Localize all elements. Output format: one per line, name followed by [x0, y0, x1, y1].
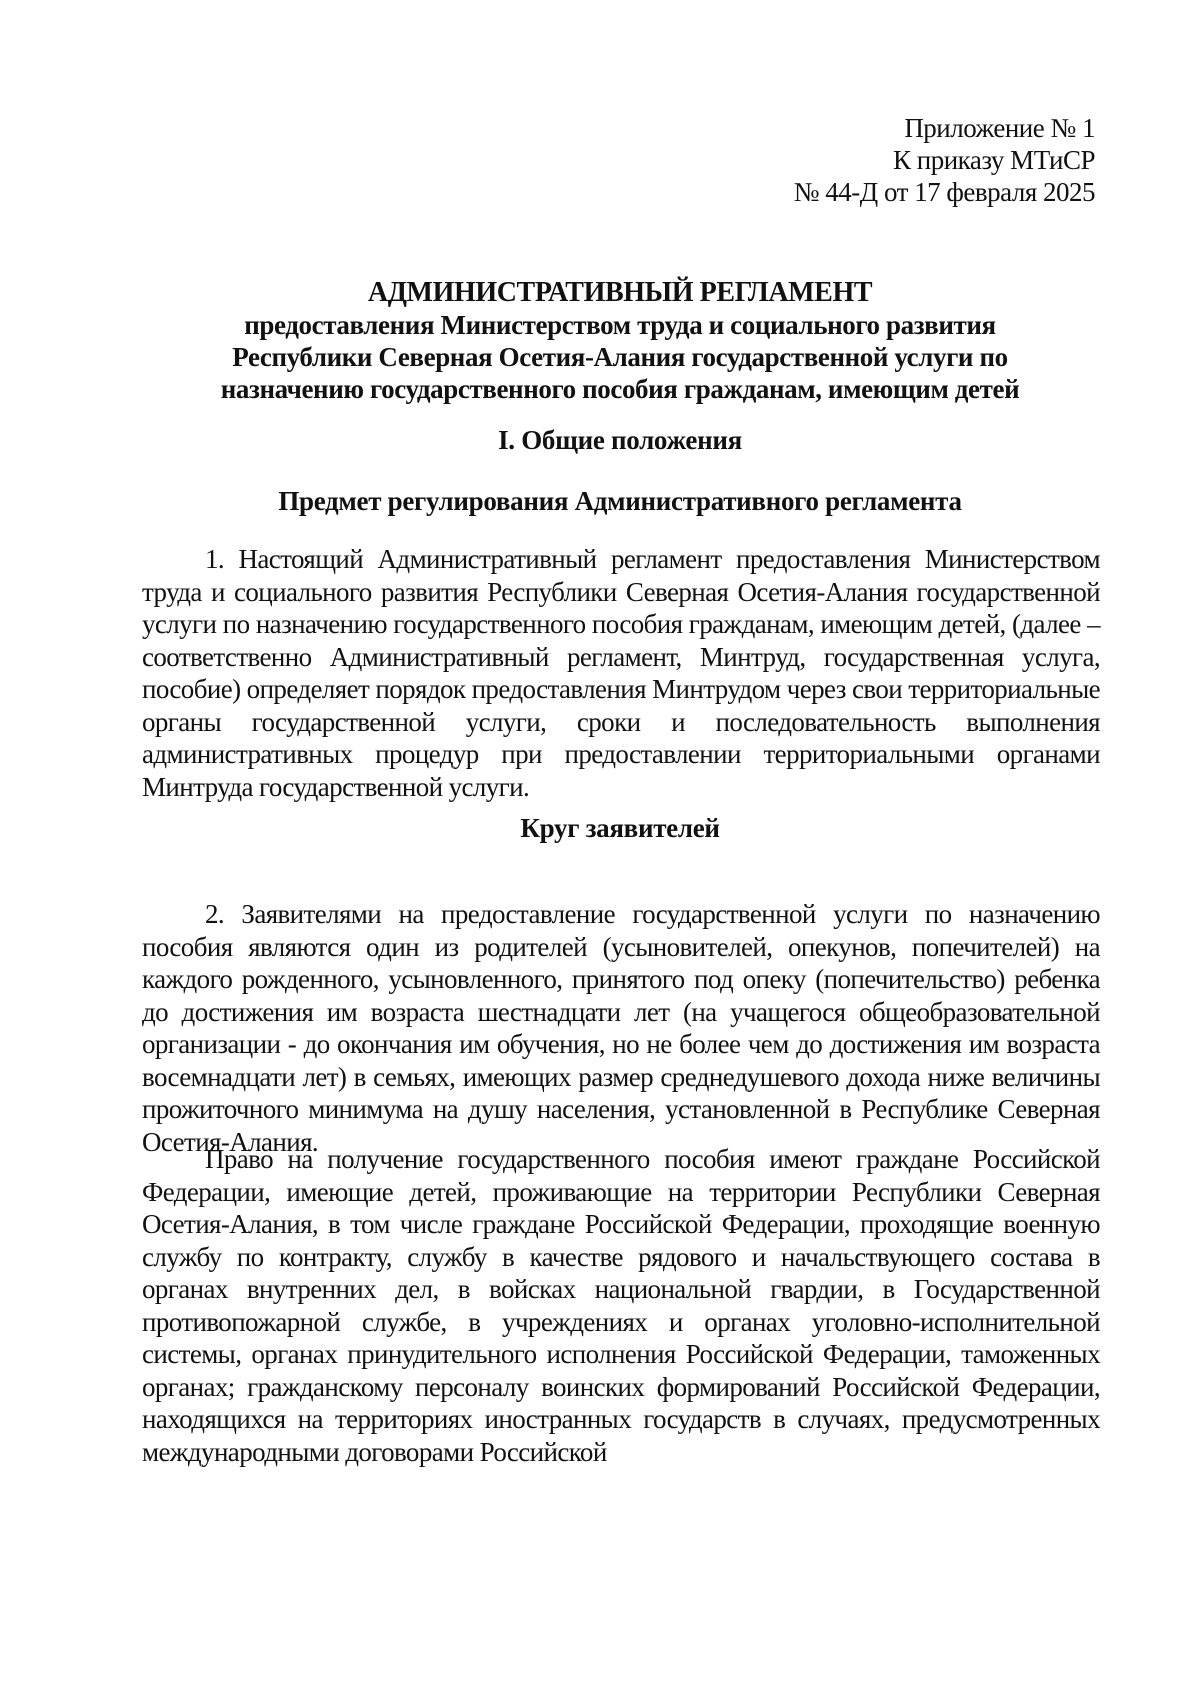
document-title: [140, 277, 1100, 405]
paragraph-1: 1. Настоящий Административный регламент предоставления Министерством труда и социального развития Республики Северная Осетия-Алания государственной услуги по назначению государственного пособия гражданам, имеющим детей, (далее – соответственно Административный регламент, Минтруд, государственная услуга, пособие) определяет порядок предоставления Минтрудом через свои территориальные органы государственной услуги, сроки и последовательность выполнения административных процедур при предоставлении территориальными органами Минтруда государственной услуги.: [142, 544, 1100, 802]
title-main: АДМИНИСТРАТИВНЫЙ РЕГЛАМЕНТ: [367, 277, 873, 308]
title-line-3: Республики Северная Осетия-Алания государственной услуги по: [232, 342, 1008, 372]
paragraph-3: Право на получение государственного пособия имеют граждане Российской Федерации, имеющие детей, проживающие на территории Республики Северная Осетия-Алания, в том числе граждане Российской Федерации, проходящие военную службу по контракту, службу в качестве рядового и начальствующего состава в органах внутренних дел, в войсках национальной гвардии, в Государственной противопожарной службе, в учреждениях и органах уголовно-исполнительной системы, органах принудительного исполнения Российской Федерации, таможенных органах; гражданскому персоналу воинских формирований Российской Федерации, находящихся на территориях иностранных государств в случаях, предусмотренных международными договорами Российской: [142, 1144, 1100, 1467]
subheading-regulation-subject: Предмет регулирования Административного регламента: [278, 486, 962, 516]
section-heading-general: I. Общие положения: [498, 425, 742, 455]
annex-number: Приложение № 1: [904, 113, 1095, 143]
paragraph-2: 2. Заявителями на предоставление государственной услуги по назначению пособия являются один из родителей (усыновителей, опекунов, попечителей) на каждого рожденного, усыновленного, принятого под опеку (попечительство) ребенка до достижения им возраста шестнадцати лет (на учащегося общеобразовательной организации - до окончания им обучения, но не более чем до достижения им возраста восемнадцати лет) в семьях, имеющих размер среднедушевого дохода ниже величины прожиточного минимума на душу населения, установленной в Республике Северная Осетия-Алания.: [142, 899, 1100, 1157]
annex-order-ref: К приказу МТиСР: [892, 145, 1095, 175]
title-line-2: предоставления Министерством труда и социального развития: [244, 310, 996, 340]
section-heading-applicants: Круг заявителей: [520, 813, 720, 843]
annex-reference: [794, 112, 1095, 208]
annex-order-number-date: № 44-Д от 17 февраля 2025: [793, 177, 1095, 207]
title-line-4: назначению государственного пособия гражданам, имеющим детей: [220, 374, 1020, 404]
